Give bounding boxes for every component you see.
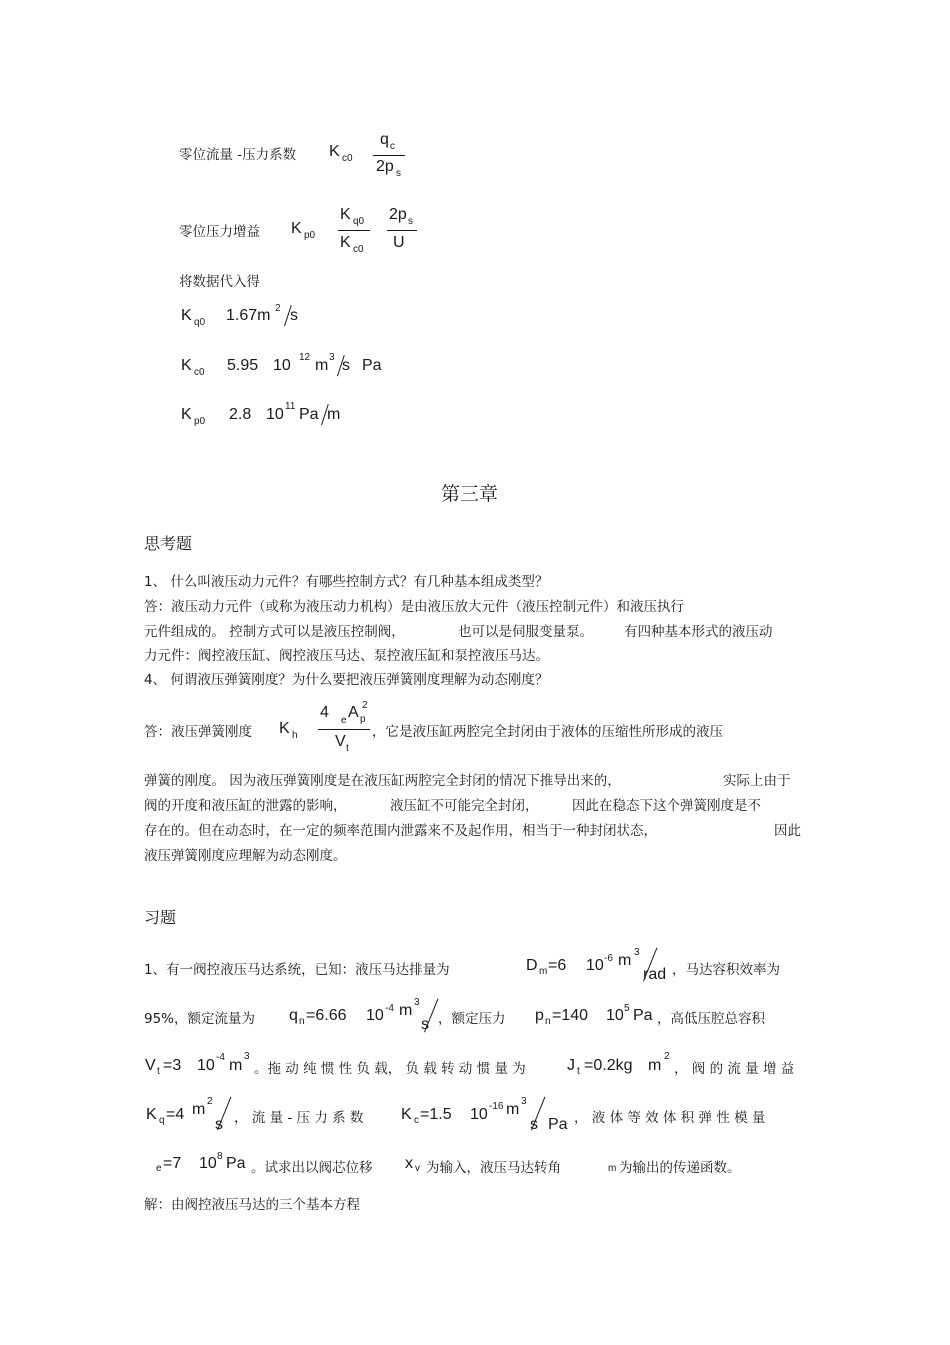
kh-numerator-exp: 2 <box>362 700 368 711</box>
ex3-V: V <box>145 1057 156 1074</box>
kc0-subscript: c0 <box>342 153 353 164</box>
kp0-f2-bar <box>387 230 417 231</box>
kp0-f1-bar <box>338 230 370 231</box>
ex2-q: q <box>289 1007 298 1024</box>
ex4-exp: -16 <box>489 1101 504 1112</box>
answer-4-line-3a: 阀的开度和液压缸的泄露的影响， <box>144 798 347 814</box>
kc0-numerator: q <box>380 131 389 148</box>
kh-numerator-A: A <box>348 704 359 721</box>
kp0r-subscript: p0 <box>194 416 206 427</box>
ex5-pa: Pa <box>226 1155 246 1172</box>
kp0r-value: 2.8 <box>229 406 252 423</box>
kh-denominator-sub: t <box>346 743 349 754</box>
kc0-label: 零位流量 -压力系数 <box>179 147 297 163</box>
answer-4-line-5: 液压弹簧刚度应理解为动态刚度。 <box>144 848 347 864</box>
question-4: 4、 何谓液压弹簧刚度？为什么要把液压弹簧刚度理解为动态刚度？ <box>144 672 549 688</box>
answer-1-line-2c: 有四种基本形式的液压动 <box>624 624 773 640</box>
ex3-exp: -4 <box>216 1052 225 1063</box>
ex2-p: p <box>535 1007 544 1024</box>
ex4-K: K <box>146 1106 157 1123</box>
ex4-m: m <box>192 1101 206 1118</box>
kh-subscript: h <box>292 730 298 741</box>
kq0-symbol: K <box>181 307 192 324</box>
kc0r-exponent: 12 <box>299 352 311 363</box>
ex1-ten: 10 <box>586 957 604 974</box>
ex4-mid: ， 流 量 - 压 力 系 数 <box>234 1110 364 1126</box>
kp0-f2-denominator: U <box>393 234 405 251</box>
ex4-after: ， 液 体 等 效 体 积 弹 性 模 量 <box>574 1110 766 1126</box>
ex3-after: ， 阀 的 流 量 增 益 <box>674 1061 795 1077</box>
answer-4-line-3b: 液压缸不可能完全封闭， <box>390 798 539 814</box>
ex3-m2: m <box>648 1057 662 1074</box>
ex3-J-sub: t <box>577 1066 580 1077</box>
ex2-m: m <box>399 1002 413 1019</box>
kp0r-m: m <box>327 406 341 423</box>
ex3-V-val: =3 <box>163 1057 182 1074</box>
ex5-a: 。试求出以阀芯位移 <box>251 1160 373 1176</box>
kh-numerator-4: 4 <box>320 704 329 721</box>
kc0r-symbol: K <box>181 357 192 374</box>
ex2-ten2: 10 <box>606 1007 624 1024</box>
kq0-value: 1.67m <box>226 307 271 324</box>
ex1-exp: -6 <box>604 953 613 964</box>
kc0-symbol: K <box>329 143 340 160</box>
kp0-f2-numerator: 2p <box>389 206 407 223</box>
kp0r-symbol: K <box>181 406 192 423</box>
kp0-f1-numerator: K <box>340 206 351 223</box>
ex4-ten: 10 <box>470 1106 488 1123</box>
kc0r-value: 5.95 <box>227 357 259 374</box>
ex1-rad: rad <box>643 966 667 983</box>
kh-numerator-p: p <box>360 714 366 725</box>
kp0-f1-denominator-sub: c0 <box>353 244 364 255</box>
kq0-subscript: q0 <box>194 317 206 328</box>
ex5-b: 为输入，液压马达转角 <box>426 1160 561 1176</box>
kp0-symbol: K <box>291 220 302 237</box>
ex4-K-sub: q <box>159 1115 165 1126</box>
ex5-val: =7 <box>163 1155 182 1172</box>
ex2-m-exp: 3 <box>414 997 420 1008</box>
ex4-m2: m <box>506 1101 520 1118</box>
ex2-q-sub: n <box>299 1016 305 1027</box>
answer-4-line-4b: 因此 <box>774 823 801 839</box>
ex2-exp: -4 <box>385 1003 394 1014</box>
answer-4-line-2b: 实际上由于 <box>723 773 791 789</box>
ex2-s: s <box>421 1016 429 1033</box>
kh-numerator-e: e <box>341 715 347 726</box>
answer-1-line-1: 答：液压动力元件（或称为液压动力机构）是由液压放大元件（液压控制元件）和液压执行 <box>144 599 684 615</box>
ex3-mid: 。拖 动 纯 惯 性 负 载， 负 载 转 动 惯 量 为 <box>254 1061 526 1077</box>
ex4-m2-exp: 3 <box>521 1096 527 1107</box>
answer-4-prefix: 答：液压弹簧刚度 <box>144 724 252 740</box>
kp0-f1-numerator-sub: q0 <box>353 216 365 227</box>
kh-denominator: V <box>335 733 346 750</box>
ex1-m: m <box>618 952 632 969</box>
kc0r-subscript: c0 <box>194 367 205 378</box>
answer-1-line-2b: 也可以是伺服变量泵。 <box>458 624 593 640</box>
ex5-x: x <box>405 1155 413 1172</box>
kp0r-exponent: 11 <box>285 401 296 412</box>
ex4-pa: Pa <box>548 1116 568 1133</box>
kc0-fraction-bar <box>373 155 405 156</box>
ex3-V-sub: t <box>157 1066 160 1077</box>
ex2-after: ，高低压腔总容积 <box>657 1011 765 1027</box>
ex5-x-sub: v <box>415 1163 420 1174</box>
ex4-Kc-sub: c <box>414 1115 419 1126</box>
ex4-Kc-val: =1.5 <box>420 1106 452 1123</box>
ex2-intro: 95%，额定流量为 <box>144 1011 256 1027</box>
ex3-J: J <box>567 1057 575 1074</box>
question-1: 1、 什么叫液压动力元件？有哪些控制方式？有几种基本组成类型？ <box>144 574 549 590</box>
ex4-s2: s <box>530 1116 538 1133</box>
answer-4-suffix: ，它是液压缸两腔完全封闭由于液体的压缩性所形成的液压 <box>372 724 723 740</box>
answer-4-line-3c: 因此在稳态下这个弹簧刚度是不 <box>572 798 761 814</box>
kc0r-m-exp: 3 <box>329 352 335 363</box>
ex5-e: e <box>156 1163 162 1174</box>
answer-4-line-4a: 存在的。但在动态时，在一定的频率范围内泄露来不及起作用，相当于一种封闭状态， <box>144 823 657 839</box>
ex1-D-sub: m <box>539 966 548 977</box>
ex4-m-exp: 2 <box>207 1096 213 1107</box>
kh-fraction-bar <box>318 729 370 730</box>
kc0-numerator-sub: c <box>390 141 395 152</box>
ex5-exp: 8 <box>217 1151 223 1162</box>
ex2-mid: ，额定压力 <box>438 1011 506 1027</box>
ex2-p-sub: n <box>545 1016 551 1027</box>
ex2-ten: 10 <box>366 1007 384 1024</box>
kc0r-ten: 10 <box>273 357 291 374</box>
ex1-after: ，马达容积效率为 <box>672 962 780 978</box>
answer-1-line-2a: 元件组成的。 控制方式可以是液压控制阀， <box>144 624 405 640</box>
ex2-exp2: 5 <box>624 1003 630 1014</box>
kp0-subscript: p0 <box>304 230 316 241</box>
ex5-c: 为输出的传递函数。 <box>619 1160 741 1176</box>
ex2-q-val: =6.66 <box>306 1007 347 1024</box>
kc0r-m: m <box>315 357 329 374</box>
kc0-denominator: 2p <box>376 158 394 175</box>
exercise-section-title: 习题 <box>144 908 177 927</box>
ex1-D: D <box>526 957 538 974</box>
ex4-Kc: K <box>401 1106 412 1123</box>
chapter-heading: 第三章 <box>441 483 499 505</box>
ex1-m-exp: 3 <box>634 947 640 958</box>
kp0-f1-denominator: K <box>340 234 351 251</box>
kq0-exponent: 2 <box>275 303 281 314</box>
thinking-section-title: 思考题 <box>144 534 193 553</box>
answer-4-line-2a: 弹簧的刚度。 因为液压弹簧刚度是在液压缸两腔完全封闭的情况下推导出来的， <box>144 773 621 789</box>
solution-line: 解：由阀控液压马达的三个基本方程 <box>144 1197 360 1213</box>
kp0r-ten: 10 <box>266 406 284 423</box>
answer-1-line-3: 力元件：阀控液压缸、阀控液压马达、泵控液压缸和泵控液压马达。 <box>144 648 549 664</box>
kp0-label: 零位压力增益 <box>179 224 260 240</box>
kc0r-unit: s <box>342 357 350 374</box>
kq0-unit: s <box>290 307 298 324</box>
ex1-intro: 1、有一阀控液压马达系统，已知：液压马达排量为 <box>144 962 450 978</box>
ex2-pa: Pa <box>633 1007 653 1024</box>
ex4-K-val: =4 <box>166 1106 185 1123</box>
kc0r-pa: Pa <box>362 357 382 374</box>
substitute-text: 将数据代入得 <box>179 274 260 290</box>
ex2-p-val: =140 <box>552 1007 589 1024</box>
kc0-denominator-sub: s <box>396 168 401 179</box>
kp0r-pa: Pa <box>299 406 319 423</box>
kp0-f2-numerator-sub: s <box>408 216 413 227</box>
ex3-m: m <box>229 1057 243 1074</box>
ex1-D-val: =6 <box>548 957 567 974</box>
ex3-J-val: =0.2kg <box>584 1057 633 1074</box>
ex5-m-sub: m <box>608 1163 617 1174</box>
ex3-m-exp: 3 <box>244 1051 250 1062</box>
ex3-m2-exp: 2 <box>664 1051 670 1062</box>
ex4-s: s <box>215 1116 223 1133</box>
ex3-ten: 10 <box>197 1057 215 1074</box>
kh-symbol: K <box>279 720 290 737</box>
ex5-ten: 10 <box>199 1155 217 1172</box>
